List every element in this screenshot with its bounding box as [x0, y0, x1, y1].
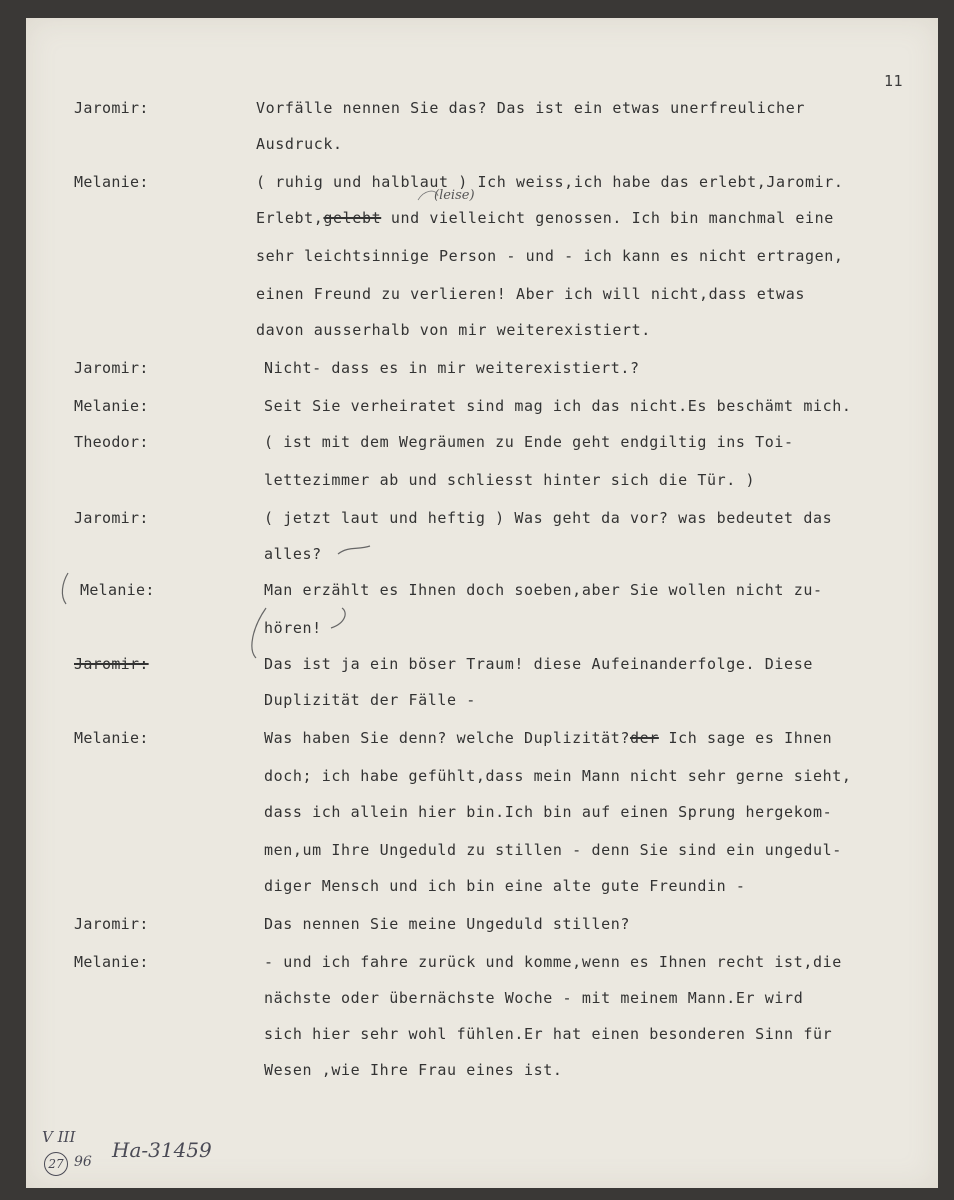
dialogue-text: Das nennen Sie meine Ungeduld stillen?: [264, 915, 630, 933]
speaker-label: Jaromir:: [74, 915, 149, 933]
script-line: [26, 96, 938, 120]
script-line: [26, 764, 938, 788]
script-line: [26, 986, 938, 1010]
script-line: [26, 652, 938, 676]
dialogue-text: Wesen ,wie Ihre Frau eines ist.: [264, 1061, 563, 1079]
archive-mark-circled-number: [44, 1152, 68, 1176]
speaker-label: Jaromir:: [74, 509, 149, 527]
script-line: [26, 800, 938, 824]
dialogue-text: alles?: [264, 545, 322, 563]
text-part: Erlebt,: [256, 209, 324, 227]
dialogue-text: sich hier sehr wohl fühlen.Er hat einen besonderen Sinn für: [264, 1025, 833, 1043]
struck-word: gelebt: [323, 209, 382, 227]
dialogue-text: einen Freund zu verlieren! Aber ich will nicht,dass etwas: [256, 285, 805, 303]
dialogue-text: Vorfälle nennen Sie das? Das ist ein etwas unerfreulicher: [256, 99, 805, 117]
dialogue-text: Das ist ja ein böser Traum! diese Aufeinanderfolge. Diese: [264, 655, 813, 673]
script-line: [26, 1058, 938, 1082]
dialogue-text: Nicht- dass es in mir weiterexistiert.?: [264, 359, 640, 377]
dialogue-text: Ausdruck.: [256, 135, 343, 153]
dialogue-text: diger Mensch und ich bin eine alte gute Freundin -: [264, 877, 746, 895]
page-number: 11: [884, 72, 904, 90]
script-line: [26, 616, 938, 640]
script-line: [26, 170, 938, 194]
dialogue-text: [256, 206, 834, 230]
speaker-label: Melanie:: [74, 729, 149, 747]
script-line: [26, 950, 938, 974]
script-line: [26, 318, 938, 342]
script-line: [26, 468, 938, 492]
script-line: [26, 874, 938, 898]
script-line: [26, 206, 938, 230]
dialogue-text: - und ich fahre zurück und komme,wenn es Ihnen recht ist,die: [264, 953, 842, 971]
dialogue-text: ( ruhig und halblaut ) Ich weiss,ich habe das erlebt,Jaromir.: [256, 173, 844, 191]
dialogue-text: lettezimmer ab und schliesst hinter sich die Tür. ): [264, 471, 756, 489]
text-part: Ich sage es Ihnen: [658, 729, 833, 747]
dialogue-text: hören!: [264, 619, 322, 637]
script-line: [26, 838, 938, 862]
script-line: [26, 430, 938, 454]
speaker-label: Jaromir:: [74, 359, 149, 377]
script-line: [26, 244, 938, 268]
archive-signature: Ha-31459: [112, 1138, 212, 1162]
script-line: [26, 578, 938, 602]
script-line: [26, 394, 938, 418]
speaker-label: Melanie:: [74, 953, 149, 971]
speaker-label: Melanie:: [74, 173, 149, 191]
script-line: [26, 688, 938, 712]
handwritten-annotation-leise: (leise): [434, 188, 475, 203]
struck-word: der: [629, 729, 659, 747]
circled-number: 27: [48, 1157, 64, 1171]
script-line: [26, 1022, 938, 1046]
script-line: [26, 542, 938, 566]
dialogue-text: davon ausserhalb von mir weiterexistiert.: [256, 321, 651, 339]
script-line: [26, 726, 938, 750]
dialogue-text: Man erzählt es Ihnen doch soeben,aber Sie wollen nicht zu-: [264, 581, 823, 599]
text-part: und vielleicht genossen. Ich bin manchmal eine: [381, 209, 834, 227]
speaker-label: Melanie:: [80, 581, 155, 599]
text-part: Was haben Sie denn? welche Duplizität?: [264, 729, 630, 747]
script-line: [26, 356, 938, 380]
archive-mark-volume: V III: [42, 1128, 76, 1146]
speaker-label: Theodor:: [74, 433, 149, 451]
speaker-label: Melanie:: [74, 397, 149, 415]
speaker-label: Jaromir:: [74, 99, 149, 117]
dialogue-text: nächste oder übernächste Woche - mit meinem Mann.Er wird: [264, 989, 804, 1007]
script-line: [26, 282, 938, 306]
dialogue-text: ( jetzt laut und heftig ) Was geht da vor? was bedeutet das: [264, 509, 833, 527]
script-line: [26, 506, 938, 530]
dialogue-text: Seit Sie verheiratet sind mag ich das nicht.Es beschämt mich.: [264, 397, 852, 415]
dialogue-text: dass ich allein hier bin.Ich bin auf einen Sprung hergekom-: [264, 803, 833, 821]
dialogue-text: ( ist mit dem Wegräumen zu Ende geht endgiltig ins Toi-: [264, 433, 794, 451]
manuscript-page: [26, 18, 938, 1188]
script-line: [26, 132, 938, 156]
dialogue-text: Duplizität der Fälle -: [264, 691, 476, 709]
script-line: [26, 912, 938, 936]
dialogue-text: [264, 726, 832, 750]
dialogue-text: men,um Ihre Ungeduld zu stillen - denn Sie sind ein ungedul-: [264, 841, 842, 859]
archive-mark-fraction: 96: [74, 1154, 92, 1170]
dialogue-text: sehr leichtsinnige Person - und - ich kann es nicht ertragen,: [256, 247, 844, 265]
struck-speaker-label: Jaromir:: [74, 655, 149, 673]
dialogue-text: doch; ich habe gefühlt,dass mein Mann nicht sehr gerne sieht,: [264, 767, 852, 785]
